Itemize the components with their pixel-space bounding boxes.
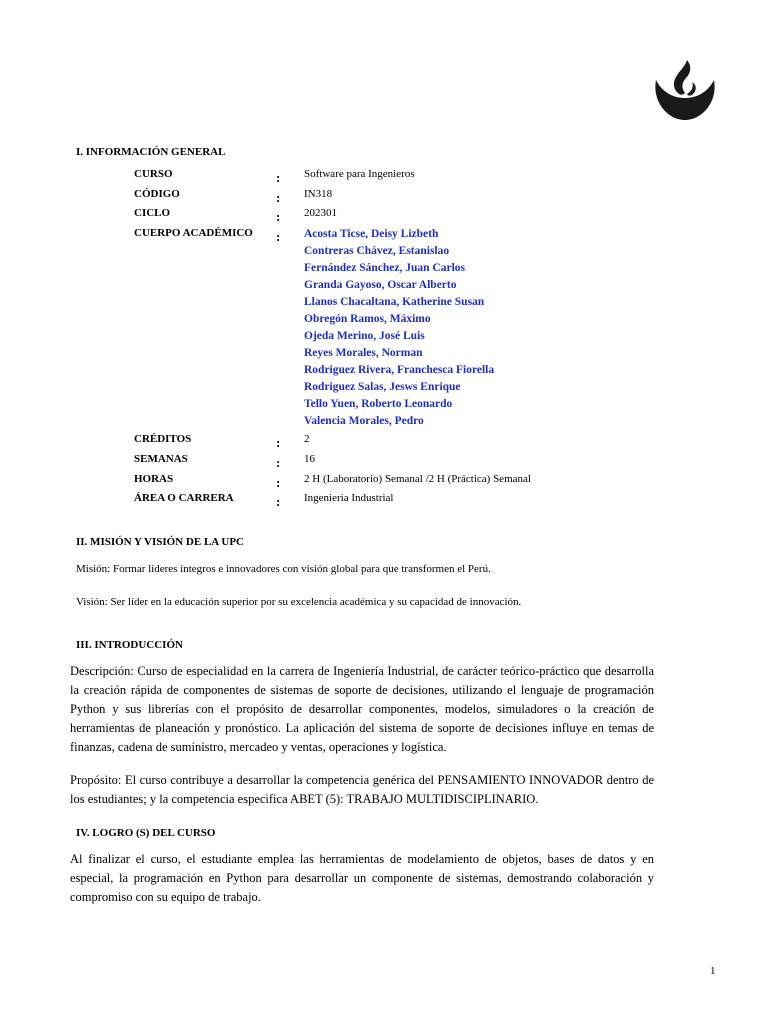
faculty-member: Contreras Chávez, Estanislao	[304, 245, 450, 257]
hours-label: HORAS	[134, 473, 174, 485]
section-introduction-title: III. INTRODUCCIÓN	[76, 639, 183, 651]
page-number: 1	[710, 965, 716, 977]
area-separator: :	[276, 494, 281, 509]
mission-text: Misión: Formar líderes íntegros e innovadores con visión global para que transformen el Perú.	[76, 563, 491, 575]
faculty-member: Llanos Chacaltana, Katherine Susan	[304, 296, 485, 308]
credits-value: 2	[304, 433, 310, 445]
weeks-separator: :	[276, 455, 281, 470]
credits-separator: :	[276, 435, 281, 450]
faculty-list	[304, 227, 494, 431]
code-separator: :	[276, 190, 281, 205]
introduction-description: Descripción: Curso de especialidad en la carrera de Ingeniería Industrial, de carácter teórico-práctico que desarrolla la creación rápida de componentes de sistemas de soporte de decisiones, utilizando el lenguaje de programación Python y sus librerías con el propósito de desarrollar componentes, modelos, simuladores o la creación de herramientas de planeación y pronóstico. La aplicación del sistema de soporte de decisiones influye en temas de finanzas, cadena de suministro, mercadeo y ventas, operaciones y logística.	[70, 664, 654, 754]
course-separator: :	[276, 170, 281, 185]
hours-value: 2 H (Laboratorio) Semanal /2 H (Práctica) Semanal	[304, 473, 531, 485]
hours-separator: :	[276, 475, 281, 490]
section-general-info-title: I. INFORMACIÓN GENERAL	[76, 146, 226, 158]
faculty-member: Granda Gayoso, Oscar Alberto	[304, 279, 457, 291]
vision-text: Visión: Ser líder en la educación superior por su excelencia académica y su capacidad de innovación.	[76, 596, 522, 608]
section-course-achievement-title: IV. LOGRO (S) DEL CURSO	[76, 827, 216, 839]
course-value: Software para Ingenieros	[304, 168, 415, 180]
faculty-member: Tello Yuen, Roberto Leonardo	[304, 398, 453, 410]
faculty-member: Rodriguez Salas, Jesws Enrique	[304, 381, 461, 393]
cycle-separator: :	[276, 209, 281, 224]
credits-label: CRÉDITOS	[134, 433, 192, 445]
cycle-value: 202301	[304, 207, 337, 219]
faculty-member: Reyes Morales, Norman	[304, 347, 423, 359]
code-label: CÓDIGO	[134, 188, 180, 200]
weeks-label: SEMANAS	[134, 453, 188, 465]
cycle-label: CICLO	[134, 207, 171, 219]
faculty-member: Fernández Sánchez, Juan Carlos	[304, 262, 465, 274]
course-label: CURSO	[134, 168, 173, 180]
section-mission-vision-title: II. MISIÓN Y VISIÓN DE LA UPC	[76, 536, 244, 548]
faculty-member: Ojeda Merino, José Luis	[304, 330, 425, 342]
faculty-member: Rodriguez Rivera, Franchesca Fiorella	[304, 364, 495, 376]
weeks-value: 16	[304, 453, 315, 465]
course-achievement-text: Al finalizar el curso, el estudiante emplea las herramientas de modelamiento de objetos, bases de datos y en especial, la programación en Python para desarrollar un componente de sistemas, demostrando colaboración y compromiso con su equipo de trabajo.	[70, 852, 654, 904]
introduction-purpose: Propósito: El curso contribuye a desarrollar la competencia genérica del PENSAMIENTO INNOVADOR dentro de los estudiantes; y la competencia especifica ABET (5): TRABAJO MULTIDISCIPLINARIO.	[70, 773, 654, 806]
code-value: IN318	[304, 188, 333, 200]
upc-flame-logo-icon	[652, 58, 718, 122]
faculty-member: Acosta Ticse, Deisy Lizbeth	[304, 228, 439, 240]
faculty-label: CUERPO ACADÉMICO	[134, 227, 253, 239]
area-value: Ingenieria Industrial	[304, 492, 394, 504]
faculty-member: Obregón Ramos, Máximo	[304, 313, 431, 325]
faculty-separator: :	[276, 229, 281, 244]
faculty-member: Valencia Morales, Pedro	[304, 415, 424, 427]
area-label: ÁREA O CARRERA	[134, 492, 234, 504]
